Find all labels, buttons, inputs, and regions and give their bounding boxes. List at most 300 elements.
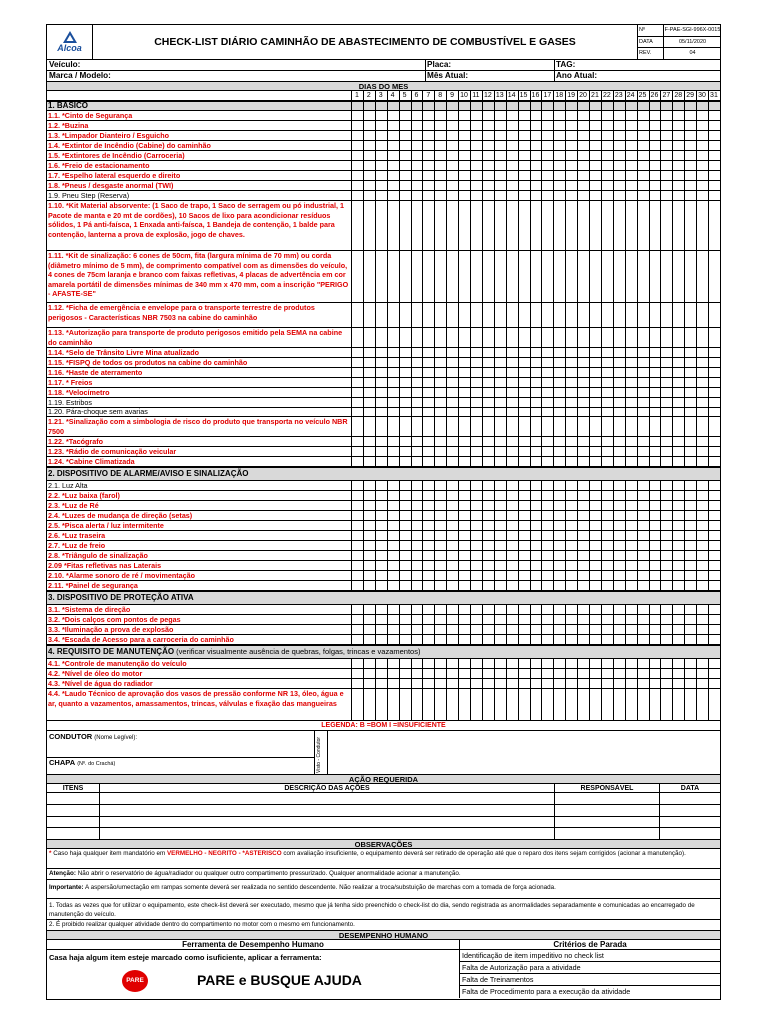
day-check-cell[interactable] <box>434 447 446 456</box>
day-check-cell[interactable] <box>577 625 589 634</box>
day-check-cell[interactable] <box>565 501 577 510</box>
day-check-cell[interactable] <box>482 669 494 678</box>
day-check-cell[interactable] <box>446 571 458 580</box>
day-check-cell[interactable] <box>494 689 506 720</box>
day-check-cell[interactable] <box>553 388 565 397</box>
day-check-cell[interactable] <box>601 581 613 590</box>
day-check-cell[interactable] <box>446 171 458 180</box>
day-check-cell[interactable] <box>506 111 518 120</box>
day-check-cell[interactable] <box>696 679 708 688</box>
day-check-cell[interactable] <box>506 481 518 490</box>
day-check-cell[interactable] <box>708 328 720 347</box>
day-check-cell[interactable] <box>363 501 375 510</box>
day-check-cell[interactable] <box>553 659 565 668</box>
day-check-cell[interactable] <box>613 378 625 387</box>
day-check-cell[interactable] <box>660 161 672 170</box>
day-check-cell[interactable] <box>470 457 482 466</box>
day-check-cell[interactable] <box>637 457 649 466</box>
day-check-cell[interactable] <box>446 358 458 367</box>
day-check-cell[interactable] <box>375 581 387 590</box>
day-check-cell[interactable] <box>649 328 661 347</box>
day-check-cell[interactable] <box>363 679 375 688</box>
day-check-cell[interactable] <box>613 511 625 520</box>
day-check-cell[interactable] <box>375 141 387 150</box>
day-check-cell[interactable] <box>446 141 458 150</box>
day-check-cell[interactable] <box>660 368 672 377</box>
day-check-cell[interactable] <box>708 625 720 634</box>
day-check-cell[interactable] <box>684 501 696 510</box>
day-check-cell[interactable] <box>387 303 399 327</box>
day-check-cell[interactable] <box>696 328 708 347</box>
day-check-cell[interactable] <box>458 581 470 590</box>
day-check-cell[interactable] <box>482 501 494 510</box>
day-check-cell[interactable] <box>363 635 375 644</box>
day-check-cell[interactable] <box>518 511 530 520</box>
day-check-cell[interactable] <box>577 635 589 644</box>
day-check-cell[interactable] <box>470 511 482 520</box>
day-check-cell[interactable] <box>577 437 589 446</box>
day-check-cell[interactable] <box>577 481 589 490</box>
day-check-cell[interactable] <box>565 368 577 377</box>
day-check-cell[interactable] <box>470 679 482 688</box>
day-check-cell[interactable] <box>589 378 601 387</box>
day-check-cell[interactable] <box>434 398 446 407</box>
day-check-cell[interactable] <box>494 417 506 436</box>
day-check-cell[interactable] <box>506 659 518 668</box>
day-check-cell[interactable] <box>411 161 423 170</box>
day-check-cell[interactable] <box>613 151 625 160</box>
day-check-cell[interactable] <box>565 161 577 170</box>
day-check-cell[interactable] <box>660 151 672 160</box>
day-check-cell[interactable] <box>387 615 399 624</box>
day-check-cell[interactable] <box>541 398 553 407</box>
day-check-cell[interactable] <box>649 141 661 150</box>
day-check-cell[interactable] <box>434 408 446 416</box>
day-check-cell[interactable] <box>637 481 649 490</box>
day-check-cell[interactable] <box>387 605 399 614</box>
day-check-cell[interactable] <box>530 131 542 140</box>
day-check-cell[interactable] <box>660 408 672 416</box>
day-check-cell[interactable] <box>553 181 565 190</box>
day-check-cell[interactable] <box>458 388 470 397</box>
day-check-cell[interactable] <box>649 551 661 560</box>
day-check-cell[interactable] <box>506 141 518 150</box>
day-check-cell[interactable] <box>672 615 684 624</box>
day-check-cell[interactable] <box>375 501 387 510</box>
day-check-cell[interactable] <box>458 689 470 720</box>
day-check-cell[interactable] <box>482 398 494 407</box>
day-check-cell[interactable] <box>518 605 530 614</box>
day-check-cell[interactable] <box>422 388 434 397</box>
day-check-cell[interactable] <box>470 348 482 357</box>
day-check-cell[interactable] <box>565 358 577 367</box>
day-check-cell[interactable] <box>684 457 696 466</box>
day-check-cell[interactable] <box>387 398 399 407</box>
day-check-cell[interactable] <box>446 368 458 377</box>
day-check-cell[interactable] <box>589 251 601 302</box>
day-check-cell[interactable] <box>422 368 434 377</box>
day-check-cell[interactable] <box>494 328 506 347</box>
day-check-cell[interactable] <box>565 457 577 466</box>
day-check-cell[interactable] <box>649 111 661 120</box>
day-check-cell[interactable] <box>649 303 661 327</box>
day-check-cell[interactable] <box>399 635 411 644</box>
day-check-cell[interactable] <box>625 417 637 436</box>
day-check-cell[interactable] <box>660 111 672 120</box>
action-cell[interactable] <box>554 817 659 828</box>
day-check-cell[interactable] <box>625 541 637 550</box>
day-check-cell[interactable] <box>518 541 530 550</box>
day-check-cell[interactable] <box>470 388 482 397</box>
day-check-cell[interactable] <box>577 447 589 456</box>
day-check-cell[interactable] <box>696 378 708 387</box>
day-check-cell[interactable] <box>601 447 613 456</box>
day-check-cell[interactable] <box>649 161 661 170</box>
day-check-cell[interactable] <box>470 191 482 200</box>
day-check-cell[interactable] <box>351 551 363 560</box>
day-check-cell[interactable] <box>553 161 565 170</box>
day-check-cell[interactable] <box>458 141 470 150</box>
day-check-cell[interactable] <box>458 561 470 570</box>
day-check-cell[interactable] <box>363 328 375 347</box>
day-check-cell[interactable] <box>684 679 696 688</box>
day-check-cell[interactable] <box>446 398 458 407</box>
day-check-cell[interactable] <box>506 251 518 302</box>
day-check-cell[interactable] <box>637 121 649 130</box>
day-check-cell[interactable] <box>541 511 553 520</box>
day-check-cell[interactable] <box>684 635 696 644</box>
day-check-cell[interactable] <box>411 408 423 416</box>
day-check-cell[interactable] <box>577 417 589 436</box>
day-check-cell[interactable] <box>506 398 518 407</box>
day-check-cell[interactable] <box>637 181 649 190</box>
day-check-cell[interactable] <box>565 571 577 580</box>
day-check-cell[interactable] <box>530 191 542 200</box>
day-check-cell[interactable] <box>565 141 577 150</box>
day-check-cell[interactable] <box>434 437 446 446</box>
action-cell[interactable] <box>659 828 720 840</box>
day-check-cell[interactable] <box>672 531 684 540</box>
day-check-cell[interactable] <box>387 131 399 140</box>
day-check-cell[interactable] <box>470 111 482 120</box>
day-check-cell[interactable] <box>577 368 589 377</box>
day-check-cell[interactable] <box>482 388 494 397</box>
day-check-cell[interactable] <box>399 605 411 614</box>
day-check-cell[interactable] <box>530 328 542 347</box>
day-check-cell[interactable] <box>684 131 696 140</box>
day-check-cell[interactable] <box>518 191 530 200</box>
day-check-cell[interactable] <box>530 669 542 678</box>
day-check-cell[interactable] <box>422 251 434 302</box>
day-check-cell[interactable] <box>589 511 601 520</box>
day-check-cell[interactable] <box>625 303 637 327</box>
action-cell[interactable] <box>47 793 99 804</box>
day-check-cell[interactable] <box>684 141 696 150</box>
day-check-cell[interactable] <box>708 571 720 580</box>
day-check-cell[interactable] <box>482 181 494 190</box>
day-check-cell[interactable] <box>553 669 565 678</box>
day-check-cell[interactable] <box>494 561 506 570</box>
day-check-cell[interactable] <box>458 437 470 446</box>
day-check-cell[interactable] <box>422 358 434 367</box>
day-check-cell[interactable] <box>672 348 684 357</box>
day-check-cell[interactable] <box>613 491 625 500</box>
day-check-cell[interactable] <box>530 151 542 160</box>
day-check-cell[interactable] <box>399 171 411 180</box>
day-check-cell[interactable] <box>470 615 482 624</box>
day-check-cell[interactable] <box>541 181 553 190</box>
day-check-cell[interactable] <box>411 447 423 456</box>
day-check-cell[interactable] <box>684 491 696 500</box>
day-check-cell[interactable] <box>530 551 542 560</box>
day-check-cell[interactable] <box>589 491 601 500</box>
day-check-cell[interactable] <box>708 605 720 614</box>
day-check-cell[interactable] <box>363 457 375 466</box>
day-check-cell[interactable] <box>565 669 577 678</box>
day-check-cell[interactable] <box>518 303 530 327</box>
day-check-cell[interactable] <box>541 437 553 446</box>
day-check-cell[interactable] <box>494 615 506 624</box>
day-check-cell[interactable] <box>660 121 672 130</box>
day-check-cell[interactable] <box>613 121 625 130</box>
day-check-cell[interactable] <box>625 358 637 367</box>
day-check-cell[interactable] <box>649 511 661 520</box>
day-check-cell[interactable] <box>637 368 649 377</box>
day-check-cell[interactable] <box>601 131 613 140</box>
day-check-cell[interactable] <box>434 417 446 436</box>
day-check-cell[interactable] <box>518 121 530 130</box>
day-check-cell[interactable] <box>601 348 613 357</box>
day-check-cell[interactable] <box>649 481 661 490</box>
day-check-cell[interactable] <box>422 521 434 530</box>
day-check-cell[interactable] <box>565 408 577 416</box>
day-check-cell[interactable] <box>411 615 423 624</box>
day-check-cell[interactable] <box>708 561 720 570</box>
day-check-cell[interactable] <box>613 191 625 200</box>
day-check-cell[interactable] <box>387 378 399 387</box>
day-check-cell[interactable] <box>411 501 423 510</box>
day-check-cell[interactable] <box>422 437 434 446</box>
day-check-cell[interactable] <box>458 417 470 436</box>
day-check-cell[interactable] <box>458 121 470 130</box>
day-check-cell[interactable] <box>530 615 542 624</box>
day-check-cell[interactable] <box>696 161 708 170</box>
day-check-cell[interactable] <box>684 191 696 200</box>
day-check-cell[interactable] <box>625 388 637 397</box>
day-check-cell[interactable] <box>506 501 518 510</box>
day-check-cell[interactable] <box>541 447 553 456</box>
day-check-cell[interactable] <box>494 457 506 466</box>
day-check-cell[interactable] <box>411 378 423 387</box>
day-check-cell[interactable] <box>541 388 553 397</box>
day-check-cell[interactable] <box>375 457 387 466</box>
day-check-cell[interactable] <box>518 141 530 150</box>
day-check-cell[interactable] <box>684 201 696 250</box>
day-check-cell[interactable] <box>422 201 434 250</box>
day-check-cell[interactable] <box>375 689 387 720</box>
day-check-cell[interactable] <box>399 679 411 688</box>
day-check-cell[interactable] <box>446 511 458 520</box>
day-check-cell[interactable] <box>506 551 518 560</box>
day-check-cell[interactable] <box>411 521 423 530</box>
day-check-cell[interactable] <box>434 131 446 140</box>
day-check-cell[interactable] <box>387 191 399 200</box>
day-check-cell[interactable] <box>363 581 375 590</box>
day-check-cell[interactable] <box>387 561 399 570</box>
day-check-cell[interactable] <box>672 417 684 436</box>
day-check-cell[interactable] <box>530 121 542 130</box>
day-check-cell[interactable] <box>696 581 708 590</box>
day-check-cell[interactable] <box>470 689 482 720</box>
day-check-cell[interactable] <box>446 437 458 446</box>
day-check-cell[interactable] <box>696 635 708 644</box>
day-check-cell[interactable] <box>613 571 625 580</box>
day-check-cell[interactable] <box>577 388 589 397</box>
day-check-cell[interactable] <box>375 121 387 130</box>
day-check-cell[interactable] <box>387 151 399 160</box>
day-check-cell[interactable] <box>684 541 696 550</box>
day-check-cell[interactable] <box>399 541 411 550</box>
action-cell[interactable] <box>554 805 659 816</box>
day-check-cell[interactable] <box>625 251 637 302</box>
day-check-cell[interactable] <box>684 328 696 347</box>
day-check-cell[interactable] <box>482 111 494 120</box>
day-check-cell[interactable] <box>589 171 601 180</box>
day-check-cell[interactable] <box>446 457 458 466</box>
day-check-cell[interactable] <box>422 378 434 387</box>
plate-label[interactable]: Placa: <box>427 60 452 69</box>
day-check-cell[interactable] <box>637 398 649 407</box>
day-check-cell[interactable] <box>518 368 530 377</box>
day-check-cell[interactable] <box>518 501 530 510</box>
day-check-cell[interactable] <box>672 141 684 150</box>
day-check-cell[interactable] <box>482 659 494 668</box>
day-check-cell[interactable] <box>613 171 625 180</box>
day-check-cell[interactable] <box>351 141 363 150</box>
day-check-cell[interactable] <box>565 437 577 446</box>
day-check-cell[interactable] <box>506 131 518 140</box>
day-check-cell[interactable] <box>577 398 589 407</box>
day-check-cell[interactable] <box>375 571 387 580</box>
day-check-cell[interactable] <box>530 368 542 377</box>
day-check-cell[interactable] <box>494 191 506 200</box>
day-check-cell[interactable] <box>637 201 649 250</box>
day-check-cell[interactable] <box>613 615 625 624</box>
day-check-cell[interactable] <box>518 201 530 250</box>
day-check-cell[interactable] <box>494 581 506 590</box>
day-check-cell[interactable] <box>672 659 684 668</box>
day-check-cell[interactable] <box>672 491 684 500</box>
day-check-cell[interactable] <box>351 388 363 397</box>
day-check-cell[interactable] <box>363 408 375 416</box>
day-check-cell[interactable] <box>446 388 458 397</box>
day-check-cell[interactable] <box>553 481 565 490</box>
day-check-cell[interactable] <box>696 689 708 720</box>
day-check-cell[interactable] <box>506 531 518 540</box>
day-check-cell[interactable] <box>672 501 684 510</box>
day-check-cell[interactable] <box>375 679 387 688</box>
day-check-cell[interactable] <box>363 689 375 720</box>
day-check-cell[interactable] <box>399 689 411 720</box>
day-check-cell[interactable] <box>660 348 672 357</box>
day-check-cell[interactable] <box>399 191 411 200</box>
day-check-cell[interactable] <box>649 378 661 387</box>
day-check-cell[interactable] <box>613 251 625 302</box>
day-check-cell[interactable] <box>696 561 708 570</box>
day-check-cell[interactable] <box>601 625 613 634</box>
day-check-cell[interactable] <box>541 378 553 387</box>
day-check-cell[interactable] <box>363 151 375 160</box>
day-check-cell[interactable] <box>577 408 589 416</box>
day-check-cell[interactable] <box>518 388 530 397</box>
action-cell[interactable] <box>659 793 720 804</box>
day-check-cell[interactable] <box>613 561 625 570</box>
day-check-cell[interactable] <box>411 571 423 580</box>
day-check-cell[interactable] <box>411 388 423 397</box>
day-check-cell[interactable] <box>351 511 363 520</box>
day-check-cell[interactable] <box>506 368 518 377</box>
day-check-cell[interactable] <box>411 131 423 140</box>
day-check-cell[interactable] <box>363 541 375 550</box>
day-check-cell[interactable] <box>494 161 506 170</box>
day-check-cell[interactable] <box>494 121 506 130</box>
day-check-cell[interactable] <box>577 251 589 302</box>
day-check-cell[interactable] <box>672 368 684 377</box>
day-check-cell[interactable] <box>601 689 613 720</box>
day-check-cell[interactable] <box>387 437 399 446</box>
day-check-cell[interactable] <box>363 181 375 190</box>
day-check-cell[interactable] <box>434 457 446 466</box>
day-check-cell[interactable] <box>458 669 470 678</box>
day-check-cell[interactable] <box>601 111 613 120</box>
day-check-cell[interactable] <box>553 191 565 200</box>
day-check-cell[interactable] <box>589 501 601 510</box>
day-check-cell[interactable] <box>553 551 565 560</box>
day-check-cell[interactable] <box>494 679 506 688</box>
day-check-cell[interactable] <box>375 328 387 347</box>
day-check-cell[interactable] <box>530 417 542 436</box>
day-check-cell[interactable] <box>446 481 458 490</box>
day-check-cell[interactable] <box>363 201 375 250</box>
day-check-cell[interactable] <box>625 368 637 377</box>
day-check-cell[interactable] <box>458 378 470 387</box>
day-check-cell[interactable] <box>411 398 423 407</box>
day-check-cell[interactable] <box>494 408 506 416</box>
day-check-cell[interactable] <box>530 581 542 590</box>
day-check-cell[interactable] <box>387 501 399 510</box>
day-check-cell[interactable] <box>470 571 482 580</box>
day-check-cell[interactable] <box>589 481 601 490</box>
day-check-cell[interactable] <box>446 131 458 140</box>
day-check-cell[interactable] <box>494 378 506 387</box>
day-check-cell[interactable] <box>446 121 458 130</box>
day-check-cell[interactable] <box>387 111 399 120</box>
day-check-cell[interactable] <box>494 491 506 500</box>
day-check-cell[interactable] <box>541 417 553 436</box>
day-check-cell[interactable] <box>530 437 542 446</box>
day-check-cell[interactable] <box>363 659 375 668</box>
day-check-cell[interactable] <box>672 388 684 397</box>
day-check-cell[interactable] <box>411 491 423 500</box>
day-check-cell[interactable] <box>625 625 637 634</box>
day-check-cell[interactable] <box>684 689 696 720</box>
day-check-cell[interactable] <box>494 111 506 120</box>
day-check-cell[interactable] <box>613 131 625 140</box>
day-check-cell[interactable] <box>446 191 458 200</box>
day-check-cell[interactable] <box>494 303 506 327</box>
day-check-cell[interactable] <box>422 328 434 347</box>
day-check-cell[interactable] <box>470 531 482 540</box>
